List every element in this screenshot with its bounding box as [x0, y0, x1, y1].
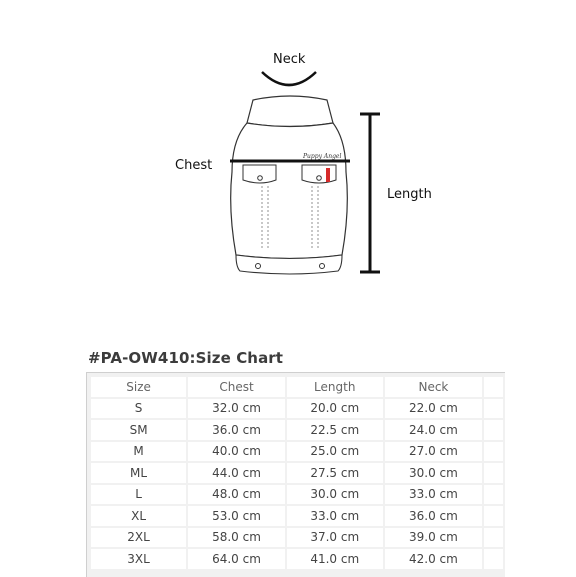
header-neck: Neck	[385, 377, 483, 397]
cell-extra	[484, 549, 503, 569]
table-row	[91, 549, 503, 569]
cell-chest: 64.0 cm	[188, 549, 285, 569]
collar	[247, 96, 333, 127]
cell-chest: 36.0 cm	[188, 420, 285, 440]
cell-length: 22.5 cm	[287, 420, 383, 440]
table-row	[91, 528, 503, 548]
cell-chest: 53.0 cm	[188, 506, 285, 526]
cell-length: 27.5 cm	[287, 463, 383, 483]
cell-extra	[484, 442, 503, 462]
cell-extra	[484, 528, 503, 548]
table-header-row	[91, 377, 503, 397]
cell-chest: 40.0 cm	[188, 442, 285, 462]
cell-neck: 42.0 cm	[385, 549, 483, 569]
cell-length: 25.0 cm	[287, 442, 383, 462]
cell-extra	[484, 399, 503, 419]
cell-neck: 24.0 cm	[385, 420, 483, 440]
cell-neck: 36.0 cm	[385, 506, 483, 526]
chest-label: Chest	[175, 158, 213, 173]
neck-label: Neck	[273, 52, 306, 67]
table-row	[91, 399, 503, 419]
header-size: Size	[91, 377, 186, 397]
cell-size: L	[91, 485, 186, 505]
cell-size: S	[91, 399, 186, 419]
garment-body	[231, 123, 348, 259]
cell-size: M	[91, 442, 186, 462]
cell-chest: 48.0 cm	[188, 485, 285, 505]
cell-chest: 58.0 cm	[188, 528, 285, 548]
cell-size: SM	[91, 420, 186, 440]
cell-neck: 27.0 cm	[385, 442, 483, 462]
cell-extra	[484, 463, 503, 483]
cell-chest: 44.0 cm	[188, 463, 285, 483]
red-tag	[326, 168, 330, 182]
cell-neck: 30.0 cm	[385, 463, 483, 483]
cell-length: 20.0 cm	[287, 399, 383, 419]
length-label: Length	[387, 187, 432, 202]
table-row	[91, 463, 503, 483]
cell-size: 3XL	[91, 549, 186, 569]
cell-length: 37.0 cm	[287, 528, 383, 548]
cell-length: 33.0 cm	[287, 506, 383, 526]
cell-neck: 33.0 cm	[385, 485, 483, 505]
cell-extra	[484, 420, 503, 440]
neck-measure-arc	[262, 72, 316, 85]
cell-chest: 32.0 cm	[188, 399, 285, 419]
cell-extra	[484, 506, 503, 526]
size-chart-title: #PA-OW410:Size Chart	[88, 349, 284, 367]
table-row	[91, 442, 503, 462]
cell-size: XL	[91, 506, 186, 526]
header-length: Length	[287, 377, 383, 397]
brand-script: Puppy Angel	[303, 153, 342, 160]
cell-size: 2XL	[91, 528, 186, 548]
cell-neck: 39.0 cm	[385, 528, 483, 548]
table-row	[91, 506, 503, 526]
table-row	[91, 420, 503, 440]
cell-extra	[484, 485, 503, 505]
cell-size: ML	[91, 463, 186, 483]
cell-length: 41.0 cm	[287, 549, 383, 569]
cell-neck: 22.0 cm	[385, 399, 483, 419]
table-row	[91, 485, 503, 505]
header-extra	[484, 377, 503, 397]
size-chart-table	[86, 372, 505, 577]
cell-length: 30.0 cm	[287, 485, 383, 505]
header-chest: Chest	[188, 377, 285, 397]
